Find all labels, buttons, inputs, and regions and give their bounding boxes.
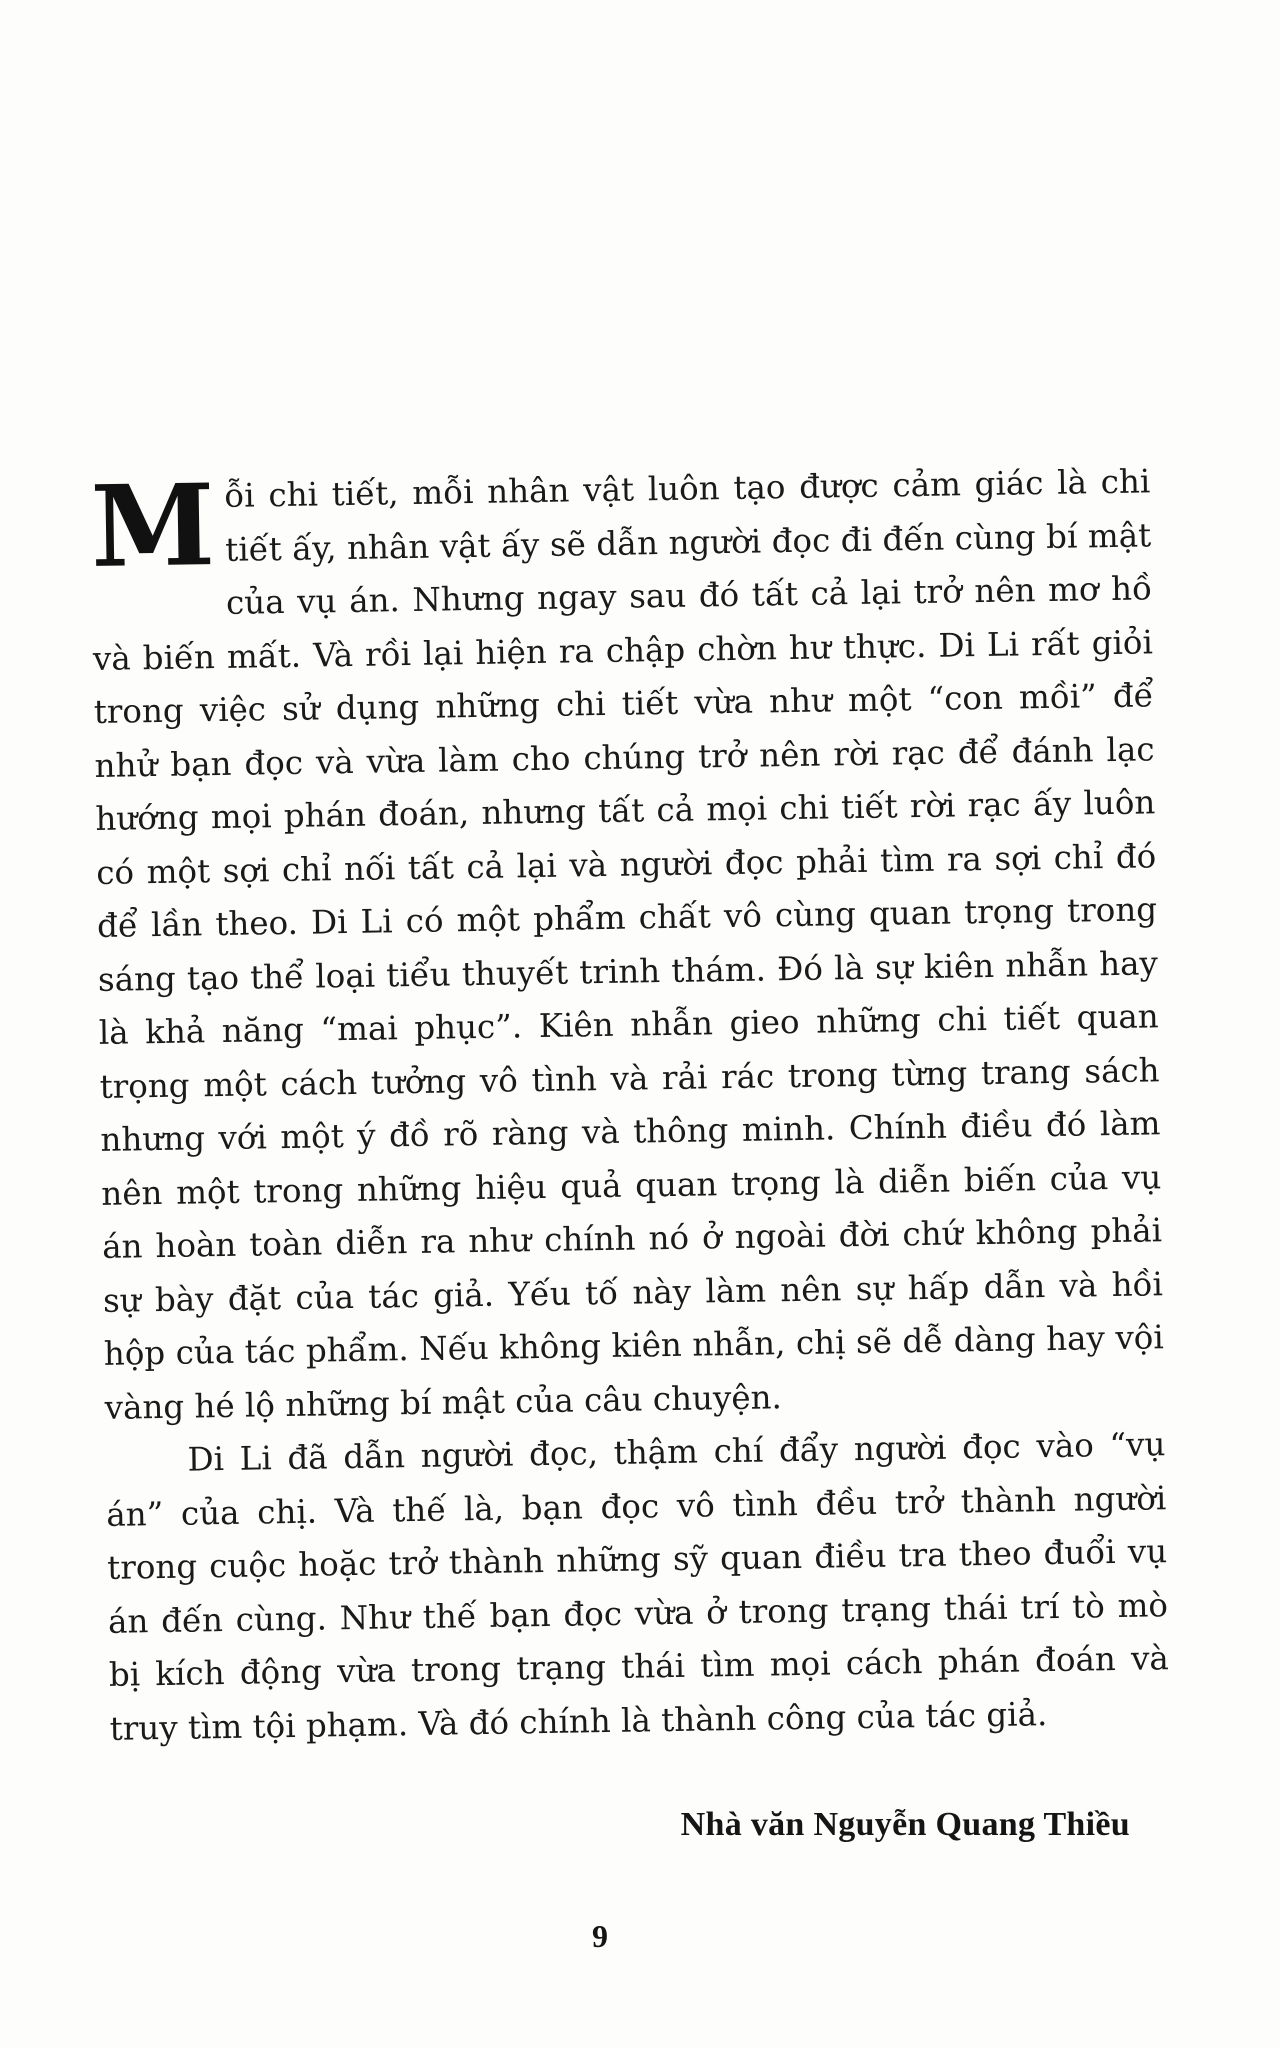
paragraph-1-text: ỗi chi tiết, mỗi nhân vật luôn tạo được cảm giác là chi tiết ấy, nhân vật ấy sẽ dẫn người đọc đi đến cùng bí mật của vụ án. Nhưng ngay sau đó tất cả lại trở nên mơ hồ và biến mất. Và rồi lại hiện ra chập chờn hư thực. Di Li rất giỏi trong việc sử dụng những chi tiết vừa như một “con mồi” để nhử bạn đọc và vừa làm cho chúng trở nên rời rạc để đánh lạc hướng mọi phán đoán, nhưng tất cả mọi chi tiết rời rạc ấy luôn có một sợi chỉ nối tất cả lại và người đọc phải tìm ra sợi chỉ đó để lần theo. Di Li có một phẩm chất vô cùng quan trọng trong sáng tạo thể loại tiểu thuyết trinh thám. Đó là sự kiên nhẫn hay là khả năng “mai phục”. Kiên nhẫn gieo những chi tiết quan trọng một cách tưởng vô tình và rải rác trong từng trang sách nhưng với một ý đồ rõ ràng và thông minh. Chính điều đó làm nên một trong những hiệu quả quan trọng là diễn biến của vụ án hoàn toàn diễn ra như chính nó ở ngoài đời chứ không phải sự bày đặt của tác giả. Yếu tố này làm nên sự hấp dẫn và hồi hộp của tác phẩm. Nếu không kiên nhẫn, chị sẽ dễ dàng hay vội vàng hé lộ những bí mật của câu chuyện. (92, 462, 1165, 1427)
article-body (90, 455, 1170, 1755)
paragraph-1 (90, 455, 1165, 1435)
page-number: 9 (592, 1918, 608, 1954)
author-signature: Nhà văn Nguyễn Quang Thiều (680, 1806, 1130, 1843)
drop-cap-letter: M (89, 460, 216, 593)
paragraph-2: Di Li đã dẫn người đọc, thậm chí đẩy người đọc vào “vụ án” của chị. Và thế là, bạn đọc vô tình đều trở thành người trong cuộc hoặc trở thành những sỹ quan điều tra theo đuổi vụ án đến cùng. Như thế bạn đọc vừa ở trong trạng thái trí tò mò bị kích động vừa trong trạng thái tìm mọi cách phán đoán và truy tìm tội phạm. Và đó chính là thành công của tác giả. (106, 1425, 1170, 1748)
